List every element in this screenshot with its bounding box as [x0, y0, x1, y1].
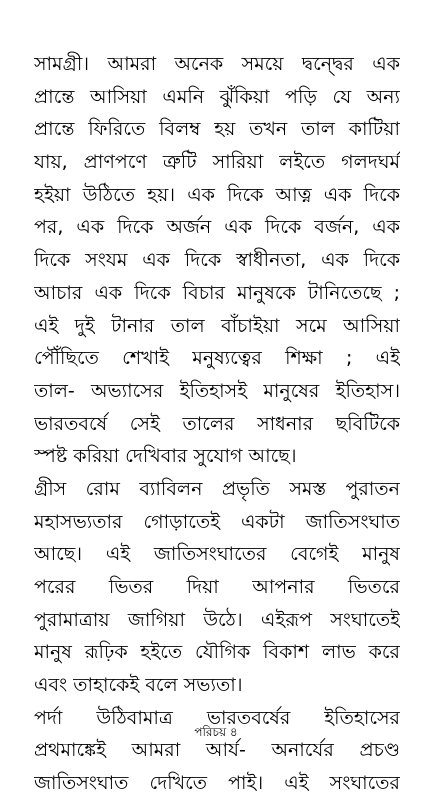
text-line: পুরামাত্রায় জাগিয়া উঠে। এইরূপ সংঘাতেই	[34, 608, 400, 631]
body-text	[34, 48, 400, 800]
text-line: মানুষ রূঢ়িক হইতে যৌগিক বিকাশ লাভ করে	[34, 641, 400, 664]
text-line: আছে। এই জাতিসংঘাতের বেগেই মানুষ	[34, 543, 400, 566]
text-line: তাল- অভ্যাসের ইতিহাসই মানুষের ইতিহাস।	[34, 379, 400, 402]
text-line: দিকে সংযম এক দিকে স্বাধীনতা, এক দিকে	[34, 249, 400, 272]
text-line: যায়, প্রাণপণে ত্রুটি সারিয়া লইতে গলদঘর্ম	[34, 151, 400, 174]
text-line: গ্রীস রোম ব্যাবিলন প্রভৃতি সমস্ত পুরাতন	[34, 477, 400, 500]
text-line: পরের ভিতর দিয়া আপনার ভিতরে	[34, 576, 400, 598]
text-line: সামগ্রী। আমরা অনেক সময়ে দ্বন্দ্বের এক	[34, 53, 400, 75]
text-line: মহাসভ্যতার গোড়াতেই একটা জাতিসংঘাত	[34, 510, 400, 533]
text-line: এবং তাহাকেই বলে সভ্যতা।	[34, 674, 243, 697]
text-line: হইয়া উঠিতে হয়। এক দিকে আত্ন এক দিকে	[34, 183, 400, 206]
text-line: প্রান্তে ফিরিতে বিলম্ব হয় তখন তাল কাটিয়া	[34, 118, 400, 141]
text-line: স্পষ্ট করিয়া দেখিবার সুযোগ আছে।	[34, 445, 297, 468]
paragraph	[34, 48, 400, 473]
text-line: প্রান্তে আসিয়া এমনি ঝুঁকিয়া পড়ি যে অন্য	[34, 85, 400, 108]
text-line: জাতিসংঘাত দেখিতে পাই। এই সংঘাতের	[34, 772, 400, 795]
paragraph	[34, 702, 400, 800]
text-line: পর, এক দিকে অর্জন এক দিকে বর্জন, এক	[34, 216, 400, 239]
text-line: আচার এক দিকে বিচার মানুষকে টানিতেছে ;	[34, 281, 400, 304]
paragraph	[34, 473, 400, 702]
text-line: এই দুই টানার তাল বাঁচাইয়া সমে আসিয়া	[34, 314, 400, 337]
text-line: প্রথমাঙ্কেই আমরা আর্য- অনার্যের প্রচণ্ড	[34, 739, 400, 762]
text-line: পর্দা উঠিবামাত্র ভারতবর্ষের ইতিহাসের	[34, 706, 400, 729]
text-line: পৌঁছিতে শেখাই মনুষ্যত্বের শিক্ষা ; এই	[34, 347, 400, 370]
page-footer: পরিচয় ৪	[194, 725, 238, 739]
text-line: ভারতবর্ষে সেই তালের সাধনার ছবিটিকে	[34, 412, 400, 435]
